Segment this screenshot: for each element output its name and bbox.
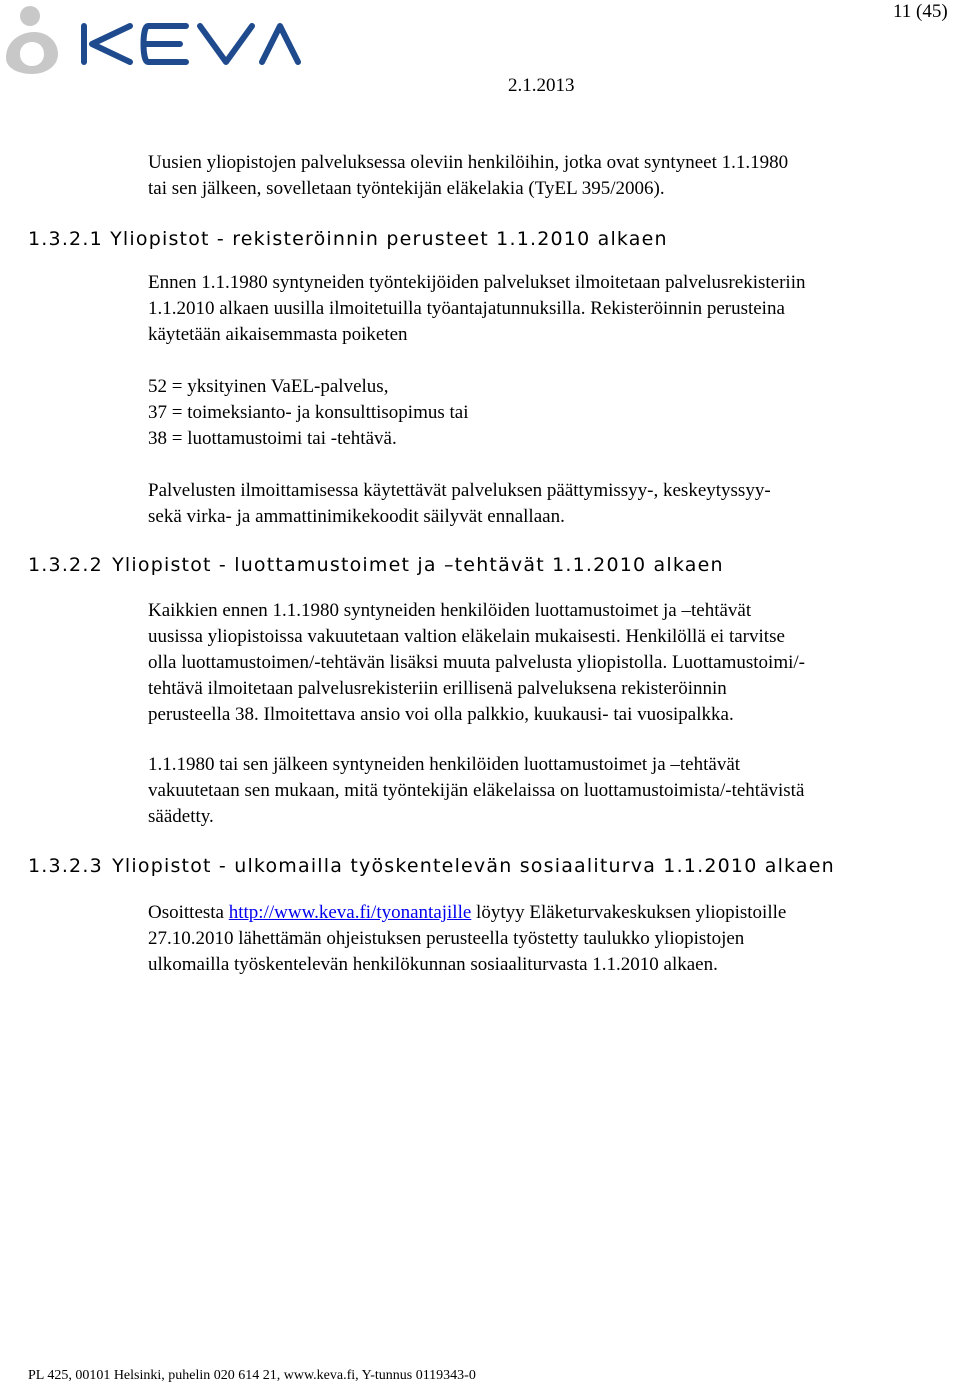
paragraph-line: Kaikkien ennen 1.1.1980 syntyneiden henkilöiden luottamustoimet ja –tehtävät: [148, 600, 752, 621]
paragraph-line: Ennen 1.1.1980 syntyneiden työntekijöiden palvelukset ilmoitetaan palvelusrekisteriin: [148, 272, 806, 293]
paragraph-line: Palvelusten ilmoittamisessa käytettävät palveluksen päättymissyy-, keskeytyssyy-: [148, 480, 771, 501]
section-1321-paragraph2: [148, 478, 771, 530]
paragraph-line: 27.10.2010 lähettämän ohjeistuksen perusteella työstetty taulukko yliopistojen: [148, 928, 745, 949]
page-number: 11 (45): [893, 1, 948, 22]
paragraph-line: tehtävä ilmoitetaan palvelusrekisteriin erillisenä palveluksena rekisteröinnin: [148, 678, 727, 699]
intro-line: Uusien yliopistojen palveluksessa oleviin henkilöihin, jotka ovat syntyneet 1.1.1980: [148, 152, 789, 173]
section-1322-paragraph2: [148, 752, 804, 830]
paragraph-line: sekä virka- ja ammattinimikekoodit säilyvät ennallaan.: [148, 506, 565, 527]
paragraph-line: 1.1.1980 tai sen jälkeen syntyneiden henkilöiden luottamustoimet ja –tehtävät: [148, 754, 741, 775]
heading-number: 1.3.2.2: [28, 554, 103, 576]
section-1321-paragraph1: [148, 270, 805, 348]
keva-logo: [0, 0, 310, 80]
paragraph-line: uusissa yliopistoissa vakuutetaan valtion eläkelain mukaisesti. Henkilöllä ei tarvitse: [148, 626, 785, 647]
code-item: 37 = toimeksianto- ja konsulttisopimus tai: [148, 402, 469, 423]
intro-line: tai sen jälkeen, sovelletaan työntekijän eläkelakia (TyEL 395/2006).: [148, 178, 665, 199]
keva-employers-link[interactable]: http://www.keva.fi/tyonantajille: [228, 902, 472, 923]
document-date: 2.1.2013: [508, 75, 575, 96]
paragraph-line: perusteella 38. Ilmoitettava ansio voi olla palkkio, kuukausi- tai vuosipalkka.: [148, 704, 734, 725]
code-item: 38 = luottamustoimi tai -tehtävä.: [148, 428, 397, 449]
heading-number: 1.3.2.3: [28, 855, 103, 877]
paragraph-line: säädetty.: [148, 806, 214, 827]
line-suffix: löytyy Eläketurvakeskuksen yliopistoille: [471, 902, 787, 923]
footer-contact: PL 425, 00101 Helsinki, puhelin 020 614 21, www.keva.fi, Y-tunnus 0119343-0: [28, 1368, 476, 1383]
section-1322-paragraph1: [148, 598, 805, 728]
paragraph-line: 1.1.2010 alkaen uusilla ilmoitetuilla työantajatunnuksilla. Rekisteröinnin perusteina: [148, 298, 785, 319]
heading-text: Yliopistot - luottamustoimet ja –tehtävät 1.1.2010 alkaen: [112, 554, 724, 576]
registration-codes-list: [148, 374, 469, 452]
paragraph-line: olla luottamustoimen/-tehtävän lisäksi muuta palvelusta yliopistolla. Luottamustoimi/-: [148, 652, 805, 673]
code-item: 52 = yksityinen VaEL-palvelus,: [148, 376, 389, 397]
heading-text: Yliopistot - ulkomailla työskentelevän sosiaaliturva 1.1.2010 alkaen: [112, 855, 835, 877]
section-heading-1321: 1.3.2.1 Yliopistot - rekisteröinnin perusteet 1.1.2010 alkaen: [28, 228, 668, 250]
section-1323-paragraph: [148, 900, 786, 978]
keva-logo-icon: [0, 0, 310, 80]
paragraph-line: ulkomailla työskentelevän henkilökunnan sosiaaliturvasta 1.1.2010 alkaen.: [148, 954, 718, 975]
intro-paragraph: [148, 150, 788, 202]
paragraph-line: käytetään aikaisemmasta poiketen: [148, 324, 408, 345]
section-heading-1323: [28, 853, 835, 879]
line-prefix: Osoittesta: [148, 902, 229, 923]
paragraph-line: [148, 900, 786, 926]
section-heading-1322: [28, 552, 724, 578]
paragraph-line: vakuutetaan sen mukaan, mitä työntekijän eläkelaissa on luottamustoimista/-tehtävistä: [148, 780, 805, 801]
